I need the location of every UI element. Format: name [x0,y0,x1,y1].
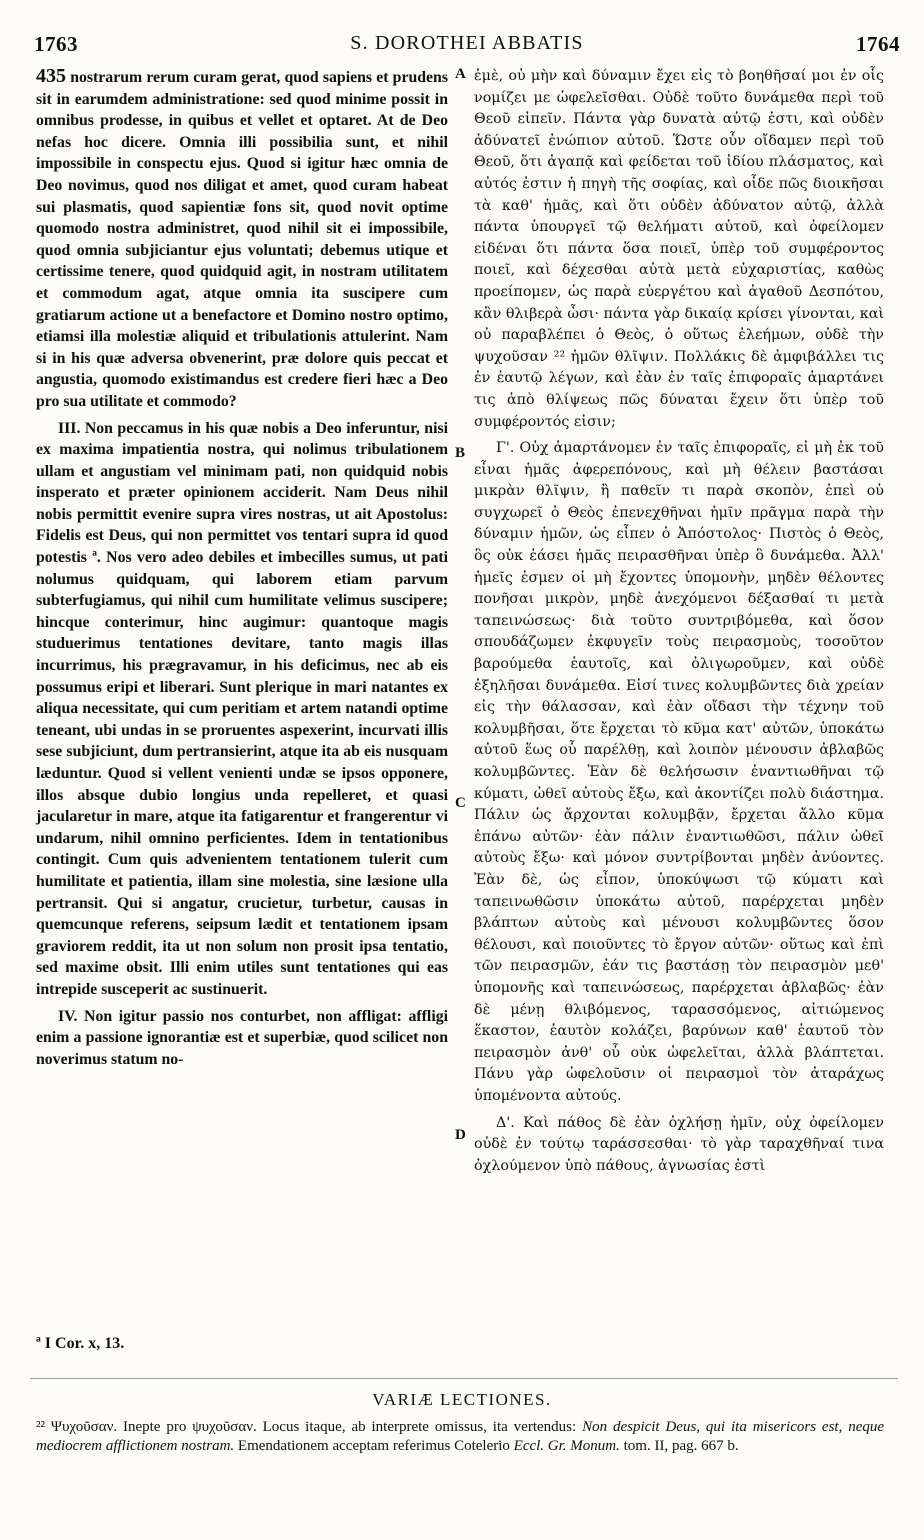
latin-paragraph-1-text: nostrarum rerum curam gerat, quod sapiens et prudens sit in earumdem administratione: sed quod minime possit in omnibus prodesse, in quibus et vellet et optaret. At de Deo nefas hoc dicere. Omnia illi possibilia sunt, et nihil impossibile in conspectu ejus. Quod si igitur hæc omnia de Deo novimus, quod nos diligat et amet, quod curam habeat sui plasmatis, quod sapientiæ fons sit, quod novit optime quomodo nostra administret, quod nihil sit ei impossibile, quod omnia subjiciantur ejus voluntati; debemus utique et certissime tenere, quod quidquid agit, in nostram utilitatem et commodum agat, atque omnia ita suscipere cum gratiarum actione ut a benefactore et Domino nostro optimo, etiamsi illa molestiæ aliquid et tribulationis attulerint. Nam si in his quæ adversa obvenerint, præ dolore quis peccat et angustia, quomodo existimandus est credere fieri hæc a Deo pro sua utilitate et commodo? [36,69,448,410]
variae-lectiones-text [36,1418,884,1455]
margin-letter-a: A [455,66,466,82]
variae-lectiones-title: VARIÆ LECTIONES. [372,1390,552,1409]
greek-paragraph-1: ἐμὲ, οὐ μὴν καὶ δύναμιν ἔχει εἰς τὸ βοηθῆσαί μοι ἐν οἷς νομίζει με ὠφελεῖσθαι. Οὐδὲ τοῦτο δυνάμεθα περὶ τοῦ Θεοῦ εἰπεῖν. Πάντα γὰρ δυνατὰ αὐτῷ ἐστι, καὶ οὐδὲν ἀδύνατεῖ ἐνώπιον αὐτοῦ. Ὥστε οὖν οἴδαμεν περὶ τοῦ Θεοῦ, ὅτι ἀγαπᾷ καὶ φείδεται τοῦ ἰδίου πλάσματος, καὶ αὐτός ἐστιν ἡ πηγὴ τῆς σοφίας, καὶ οἶδε πῶς διοικῆσαι τὰ καθ' ἡμᾶς, καὶ ὅτι οὐδὲν ἀδύνατον αὐτῷ, ἀλλὰ πάντα ὑπουργεῖ τῷ θελήματι αὐτοῦ, καὶ ὀφείλομεν εἰδέναι ὅτι πάντα ὅσα ποιεῖ, ὑπὲρ τοῦ συμφέροντος ποιεῖ, καὶ δέχεσθαι αὐτὰ μετὰ εὐχαριστίας, καθὼς προείπομεν, ὡς παρὰ εὐεργέτου καὶ ἀγαθοῦ Δεσπότου, κἂν θλιβερὰ ὦσι· πάντα γὰρ δικαίᾳ κρίσει γίνονται, καὶ οὐ παραβλέπει ὁ Θεὸς, ὁ οὕτως ἐλεήμων, οὐδὲ τὴν ψυχοῦσαν ²² ἡμῶν θλῖψιν. Πολλάκις δὲ ἀμφιβάλλει τις ἐν ἑαυτῷ λέγων, καὶ ἐὰν ἐν ταῖς ἐπιφοραῖς ἁμαρτάνει τις ἀπὸ θλίψεως πῶς δύναται ἔχειν ὅτι ὑπὲρ τοῦ συμφέροντός εἰσιν; [474,68,884,430]
latin-paragraph-1 [36,66,448,413]
variae-text-c: tom. II, pag. 667 b. [623,1437,739,1454]
right-page-number: 1764 [856,32,900,56]
variae-text-b: Emendationem acceptam referimus Cotelerio [237,1437,510,1454]
greek-paragraph-3: Δ'. Καὶ πάθος δὲ ἐὰν ὀχλήσῃ ἡμῖν, οὐχ ὀφείλομεν οὐδὲ ἐν τούτῳ ταράσσεσθαι· τὸ γὰρ ταραχθῆναί τινα ὀχλούμενον ὑπὸ πάθους, ἀγνωσίας ἐστὶ [474,1114,884,1174]
running-title: S. DOROTHEI ABBATIS [350,32,584,54]
variae-text-italic2: Eccl. Gr. Monum. [513,1437,620,1454]
latin-column [36,66,448,1075]
divider [30,1378,898,1379]
running-header [30,32,904,62]
margin-letter-d: D [455,1127,466,1143]
greek-column [474,66,884,1182]
margin-letter-c: C [455,795,466,811]
margin-letter-b: B [455,445,466,461]
left-page-number: 1763 [34,32,78,56]
latin-paragraph-2: III. Non peccamus in his quæ nobis a Deo inferuntur, nisi ex maxima impatientia nostra, qui nolimus tribulationem ullam et angustiam vel minimam pati, non quidquid nobis insperato et præter opinionem acciderit. Nam Deus nihil nobis permittit evenire supra vires nostras, ut ait Apostolus: Fidelis est Deus, qui non permittet vos tentari supra id quod potestis ª. Nos vero adeo debiles et imbecilles sumus, ut pati nolumus quidquam, qui laborem etiam parvum subterfugiamus, qui nihil cum humilitate velimus suscipere; hincque conterimur, hinc augimur: quantoque magis studuerimus tentationes devitare, tanto magis illas incurrimus, his prægravamur, in his deficimus, nec ab eis possumus eripi et liberari. Sunt plerique in mari natantes ex aliqua necessitate, qui cum peritiam et artem natandi optime teneant, ubi undas in se proruentes aspexerint, incurvati illis sese subjiciunt, dum pertransierint, atque ita ab eis nusquam læduntur. Quod si vellent venienti undæ se ipsos opponere, illos absque dubio longius unda repelleret, et quasi jacularetur in mare, atque ita fatigarentur et frangerentur vi undarum, nihil omnino perficientes. Idem in tentationibus contingit. Cum quis advenientem tentationem tulerit cum humilitate et patientia, illam sine molestia, sine læsione ulla pertransit. Qui si angatur, crucietur, turbetur, causas in quemcunque referens, seipsum lædit et tentationem ipsam graviorem reddit, ita ut non solum non prosit ipsa tentatio, sed maxime obsit. Illi enim utiles sunt tentationes qui eas intrepide susceperit ac sustinuerit. [36,419,448,998]
footnote: ª I Cor. x, 13. [36,1335,125,1352]
greek-paragraph-2: Γ'. Οὐχ ἁμαρτάνομεν ἐν ταῖς ἐπιφοραῖς, εἰ μὴ ἐκ τοῦ εἶναι ἡμᾶς ἀφερεπόνους, καὶ μὴ θέλειν βαστάσαι μικρὰν θλῖψιν, ἢ παθεῖν τι παρὰ σκοπὸν, ἐπεὶ οὐ συγχωρεῖ ὁ Θεὸς ἐπενεχθῆναι ἡμῖν πρᾶγμα παρὰ τὴν δύναμιν ἡμῶν, ὡς εἶπεν ὁ Ἀπόστολος· Πιστὸς ὁ Θεὸς, ὃς οὐκ ἐάσει ἡμᾶς πειρασθῆναι ὑπὲρ ὃ δυνάμεθα. Ἀλλ' ἡμεῖς ἐσμεν οἱ μὴ ἔχοντες ὑπομονὴν, μηδὲν θέλοντες πονῆσαι μικρὸν, μηδὲ ἀνεχόμενοι δέξασθαί τι μετὰ ταπεινώσεως· διὰ τοῦτο συντριβόμεθα, καὶ ὅσον σπουδάζωμεν ἐκφυγεῖν τοὺς πειρασμοὺς, τοσοῦτον βαρούμεθα ἑαυτοῖς, καὶ ὀλιγωροῦμεν, καὶ οὐδὲ ἐξηλῆσαι δυνάμεθα. Εἰσί τινες κολυμβῶντες διὰ χρείαν εἰς τὴν θάλασσαν, καὶ ἐὰν οἴδασι τὴν τέχνην τοῦ κολυμβῆσαι, ὅτε ἔρχεται τὸ κῦμα κατ' αὐτῶν, ὑποκάτω αὐτοῦ ἕως οὗ παρέλθῃ, καὶ λοιπὸν μένουσιν ἀβλαβῶς κολυμβῶντες. Ἐὰν δὲ θελήσωσιν ἐναντιωθῆναι τῷ κύματι, ὠθεῖ αὐτοὺς ἔξω, καὶ ἀκοντίζει πολὺ διάστημα. Πάλιν ὡς ἄρχονται κολυμβᾷν, ἔρχεται ἄλλο κῦμα ἐπάνω αὐτῶν· ἐὰν πάλιν ἐναντιωθῶσι, πάλιν ὠθεῖ αὐτοὺς ἔξω· καὶ μόνον συντρίβονται μηδὲν ἀνύοντες. Ἐὰν δὲ, ὡς εἶπον, ὑποκύψωσι τῷ κύματι καὶ ταπεινωθῶσιν ὑποκάτω αὐτοῦ, παρέρχεται μηδὲν βλάπτων αὐτοὺς καὶ μένουσι κολυμβῶντες ὅσον θέλουσι, καὶ ποιοῦντες τὸ ἔργον αὐτῶν· οὕτως καὶ ἐπὶ τῶν πειρασμῶν, ἐάν τις βαστάσῃ τὸν πειρασμὸν μεθ' ὑπομονῆς καὶ ταπεινώσεως, παρέρχεται ἀβλαβῶς· ἐὰν δὲ μένῃ θλιβόμενος, ταρασσόμενος, αἰτιώμενος ἕκαστον, ἑαυτὸν κολάζει, βαρύνων καθ' ἑαυτοῦ τὸν πειρασμὸν ἀνθ' οὗ οὐκ ὠφελεῖται, ἀλλὰ βλάπτεται. Πάνυ γὰρ ὠφελοῦσιν οἱ πειρασμοὶ τὸν ἀταράχως ὑπομένοντα αὐτούς. [474,440,884,1104]
variae-text-a: ²² Ψυχοῦσαν. Inepte pro ψυχοῦσαν. Locus itaque, ab interprete omissus, ita vertendus: [36,1419,577,1435]
marginal-number: 435 [36,65,66,87]
latin-paragraph-3: IV. Non igitur passio nos conturbet, non affligat: affligi enim a passione ignorantiæ est et superbiæ, quod scilicet non noverimus statum no- [36,1007,448,1068]
variae-text-italic: Non despicit Deus, qui ita misericors est, neque mediocrem afflictionem nostram. [36,1419,885,1454]
